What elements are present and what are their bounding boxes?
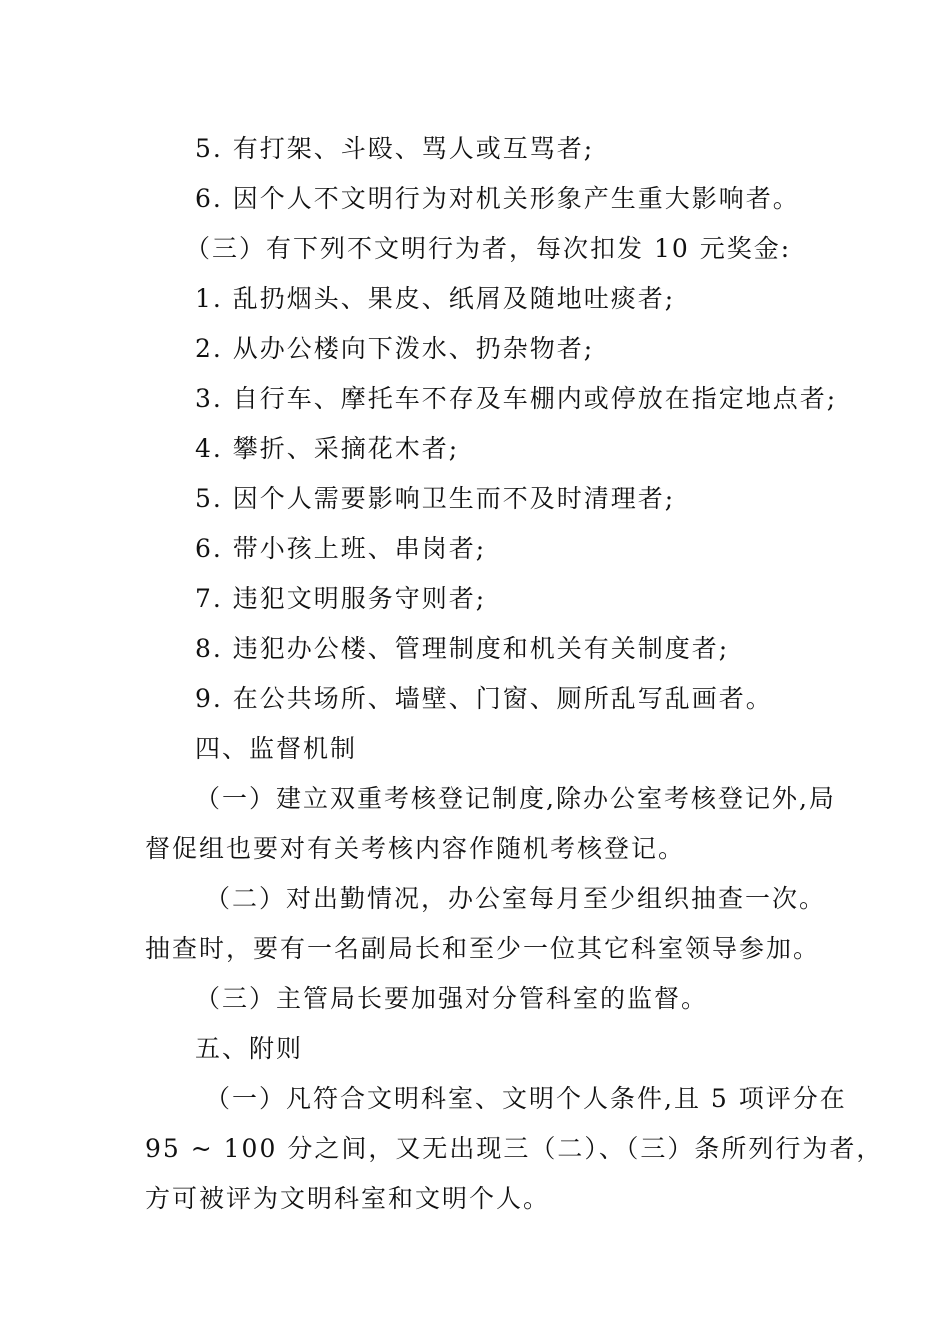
paragraph-appendix-1-line-2: 95 ~ 100 分之间，又无出现三（二）、（三）条所列行为者，: [145, 1134, 884, 1163]
list-item-5-hygiene: 5. 因个人需要影响卫生而不及时清理者;: [195, 484, 676, 513]
section-heading-three: （三）有下列不文明行为者，每次扣发 10 元奖金:: [185, 234, 792, 263]
paragraph-supervision-2-line-1: （二）对出勤情况，办公室每月至少组织抽查一次。: [205, 884, 827, 913]
list-item-7-service-rules: 7. 违犯文明服务守则者;: [195, 584, 487, 613]
list-item-2-splashing: 2. 从办公楼向下泼水、扔杂物者;: [195, 334, 595, 363]
paragraph-supervision-1-line-2: 督促组也要对有关考核内容作随机考核登记。: [145, 834, 686, 863]
section-heading-appendix: 五、附则: [195, 1034, 304, 1063]
list-item-9-graffiti: 9. 在公共场所、墙壁、门窗、厕所乱写乱画者。: [195, 684, 773, 713]
list-item-1-littering: 1. 乱扔烟头、果皮、纸屑及随地吐痰者;: [195, 284, 676, 313]
paragraph-appendix-1-line-1: （一）凡符合文明科室、文明个人条件,且 5 项评分在: [205, 1084, 847, 1113]
paragraph-supervision-1-line-1: （一）建立双重考核登记制度,除办公室考核登记外,局: [195, 784, 836, 813]
section-heading-supervision: 四、监督机制: [195, 734, 358, 763]
paragraph-appendix-1-line-3: 方可被评为文明科室和文明个人。: [145, 1184, 551, 1213]
paragraph-supervision-2-line-2: 抽查时，要有一名副局长和至少一位其它科室领导参加。: [145, 934, 821, 963]
list-item-3-parking: 3. 自行车、摩托车不存及车棚内或停放在指定地点者;: [195, 384, 838, 413]
paragraph-supervision-3: （三）主管局长要加强对分管科室的监督。: [195, 984, 709, 1013]
list-item-4-flowers: 4. 攀折、采摘花木者;: [195, 434, 460, 463]
list-item-6-image-impact: 6. 因个人不文明行为对机关形象产生重大影响者。: [195, 184, 800, 213]
list-item-6-children: 6. 带小孩上班、串岗者;: [195, 534, 487, 563]
list-item-5-fighting: 5. 有打架、斗殴、骂人或互骂者;: [195, 134, 595, 163]
list-item-8-office-rules: 8. 违犯办公楼、管理制度和机关有关制度者;: [195, 634, 730, 663]
